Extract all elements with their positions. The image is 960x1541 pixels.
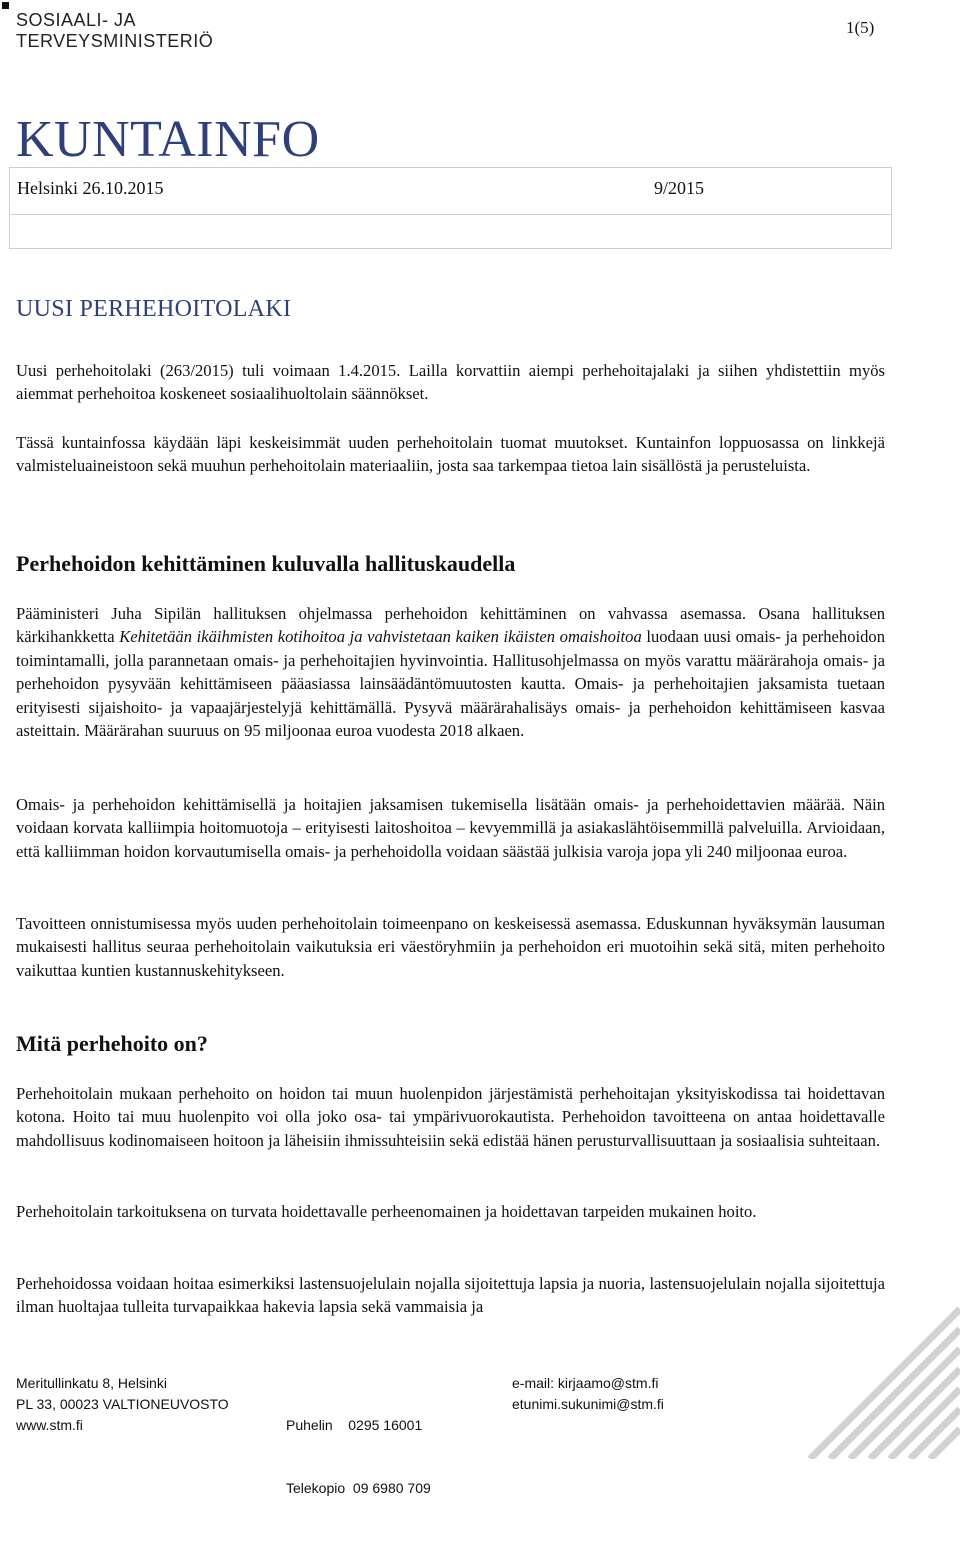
heading-development: Perhehoidon kehittäminen kuluvalla hallituskaudella	[16, 551, 516, 576]
development-paragraph-1	[16, 602, 885, 742]
footer-fax: Telekopio 09 6980 709	[286, 1480, 431, 1496]
intro-paragraph-1: Uusi perhehoitolaki (263/2015) tuli voimaan 1.4.2015. Lailla korvattiin aiempi perhehoitajalaki ja siihen yhdistettiin myös aiemmat perhehoitoa koskeneet sosiaalihuoltolain säännökset.	[16, 361, 885, 404]
flagship-project-name: Kehitetään ikäihmisten kotihoitoa ja vahvistetaan kaiken ikäisten omaishoitoa	[119, 627, 642, 647]
footer-address	[16, 1373, 229, 1436]
place-date: Helsinki 26.10.2015	[17, 178, 164, 198]
meta-box	[9, 167, 892, 249]
development-paragraph-1-end: luodaan uusi omais- ja perhehoidon toimintamalli, jolla parannetaan omais- ja perhehoitajien hyvinvointia. Hallitusohjelmassa on myös varattu määrärahoja omais- ja perhehoidon pysyvään kehittämiseen pääasiassa lainsäädäntömuutosten kautta. Omais- ja perhehoitajien jaksamista tuetaan erityisesti sijaishoito- ja vapaajärjestelyjä kehittämällä. Pysyvä määrärahalisäys omais- ja perhehoidon kehittämiseen kasvaa asteittain. Määrärahan suuruus on 95 miljoonaa euroa vuodesta 2018 alkaen.	[16, 627, 886, 741]
family-care-paragraph-3: Perhehoidossa voidaan hoitaa esimerkiksi lastensuojelulain nojalla sijoitettuja lapsia ja nuoria, lastensuojelulain nojalla sijoitettuja ilman huoltajaa tulleita turvapaikkaa hakevia lapsia sekä vammaisia ja	[16, 1274, 885, 1317]
meta-divider	[10, 214, 891, 215]
document-title: KUNTAINFO	[16, 111, 320, 168]
development-paragraph-3: Tavoitteen onnistumisessa myös uuden perhehoitolain toimeenpano on keskeisessä asemassa. Eduskunnan hyväksymän lausuman mukaisesti hallitus seuraa perhehoitolain vaikutuksia eri väestöryhmiin ja perhehoidon eri muotoihin sekä sitä, miten perhehoito vaikuttaa kuntien kustannuskehitykseen.	[16, 914, 885, 980]
family-care-paragraph-2: Perhehoitolain tarkoituksena on turvata hoidettavalle perheenomainen ja hoidettavan tarpeiden mukainen hoito.	[16, 1202, 757, 1221]
issue-number: 9/2015	[654, 178, 705, 198]
footer-phone: Puhelin 0295 16001	[286, 1417, 423, 1433]
footer-emails	[512, 1373, 664, 1415]
ministry-name-line1: SOSIAALI- JA	[16, 10, 137, 30]
family-care-paragraph-1: Perhehoitolain mukaan perhehoito on hoidon tai muun huolenpidon järjestämistä perhehoitajan yksityiskodissa tai hoidettavan kotona. Hoito tai muu huolenpito voi olla joko osa- tai ympärivuorokautista. Perhehoidon tavoitteena on antaa hoidettavalle mahdollisuus kodinomaiseen hoitoon ja läheisiin ihmissuhteisiin sekä edistää hänen perusturvallisuuttaan ja sosiaalisia suhteitaan.	[16, 1084, 885, 1150]
footer-phones	[286, 1373, 431, 1541]
footer-email-format: etunimi.sukunimi@stm.fi	[512, 1396, 664, 1412]
footer-website[interactable]: www.stm.fi	[16, 1417, 83, 1433]
intro-paragraph-2: Tässä kuntainfossa käydään läpi keskeisimmät uuden perhehoitolain tuomat muutokset. Kuntainfon loppuosassa on linkkejä valmisteluaineistoon sekä muuhun perhehoitolain materiaaliin, josta saa tarkempaa tietoa lain sisällöstä ja perusteluista.	[16, 433, 885, 476]
heading-what-is-family-care: Mitä perhehoito on?	[16, 1031, 208, 1056]
footer-postbox: PL 33, 00023 VALTIONEUVOSTO	[16, 1396, 229, 1412]
logo-mark	[2, 2, 9, 9]
ministry-name-line2: TERVEYSMINISTERIÖ	[16, 31, 214, 51]
footer-email[interactable]: e-mail: kirjaamo@stm.fi	[512, 1375, 659, 1391]
footer-street: Meritullinkatu 8, Helsinki	[16, 1375, 167, 1391]
development-paragraph-2: Omais- ja perhehoidon kehittämisellä ja hoitajien jaksamisen tukemisella lisätään omais- ja perhehoidettavien määrää. Näin voidaan korvata kalliimpia hoitomuotoja – erityisesti laitoshoitoa – kevyemmillä ja asiakaslähtöisemmillä palveluilla. Arvioidaan, että kalliimman hoidon korvautumisella omais- ja perhehoidolla voidaan säästää julkisia varoja jopa yli 240 miljoonaa euroa.	[16, 795, 885, 861]
page-number: 1(5)	[846, 18, 875, 37]
ministry-logo	[16, 10, 213, 52]
development-paragraph-1-start: Pääministeri Juha Sipilän hallituksen ohjelmassa perhehoidon kehittäminen on vahvassa asemassa. Osana hallituksen kärkihankketta	[16, 604, 885, 647]
section-title: UUSI PERHEHOITOLAKI	[16, 296, 292, 322]
corner-stripes-decoration	[770, 1269, 960, 1459]
